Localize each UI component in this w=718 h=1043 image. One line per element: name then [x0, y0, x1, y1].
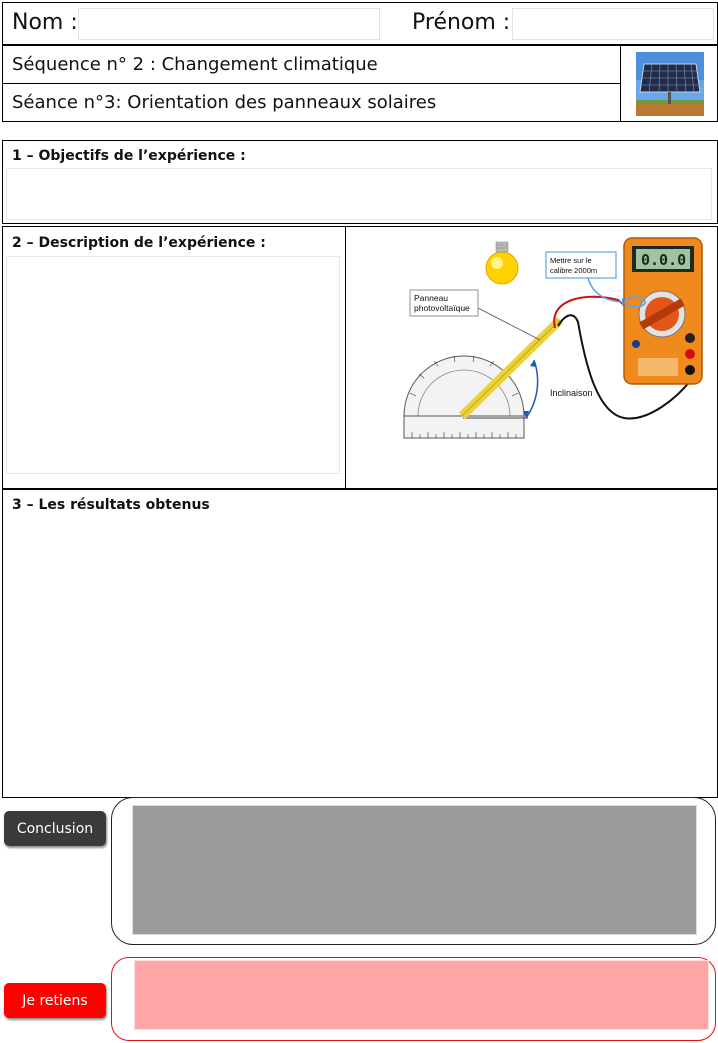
title-divider-h	[2, 83, 620, 84]
prenom-label: Prénom :	[412, 10, 511, 35]
title-divider-v	[620, 45, 621, 122]
experiment-diagram	[348, 228, 716, 486]
panel-label-1: Panneau	[414, 293, 449, 303]
inclinaison-label: Inclinaison	[550, 388, 593, 398]
retiens-textarea[interactable]	[134, 960, 709, 1030]
solar-panel-image	[636, 52, 704, 116]
panel-label-2: photovoltaïque	[414, 303, 470, 313]
je-retiens-button[interactable]: Je retiens	[4, 983, 106, 1018]
multimeter-icon	[624, 238, 702, 384]
conclusion-textarea[interactable]	[132, 805, 697, 935]
svg-text:Mettre sur le: Mettre sur le	[550, 256, 592, 265]
seance-title: Séance n°3: Orientation des panneaux solaires	[12, 92, 437, 113]
resultats-heading: 3 – Les résultats obtenus	[12, 497, 210, 513]
description-divider	[345, 226, 346, 489]
prenom-field[interactable]	[512, 8, 714, 40]
objectifs-heading: 1 – Objectifs de l’expérience :	[12, 148, 246, 164]
svg-text:calibre 2000m: calibre 2000m	[550, 266, 598, 275]
light-bulb-icon	[486, 242, 518, 284]
conclusion-button[interactable]: Conclusion	[4, 811, 106, 846]
resultats-textarea[interactable]	[6, 518, 712, 792]
inclination-arc	[526, 360, 538, 418]
nom-label: Nom :	[12, 10, 78, 35]
description-heading: 2 – Description de l’expérience :	[12, 235, 266, 251]
nom-field[interactable]	[78, 8, 380, 40]
meter-display: 0.0.0	[641, 251, 687, 269]
sequence-title: Séquence n° 2 : Changement climatique	[12, 54, 378, 75]
description-textarea[interactable]	[6, 256, 340, 474]
objectifs-textarea[interactable]	[6, 168, 712, 220]
